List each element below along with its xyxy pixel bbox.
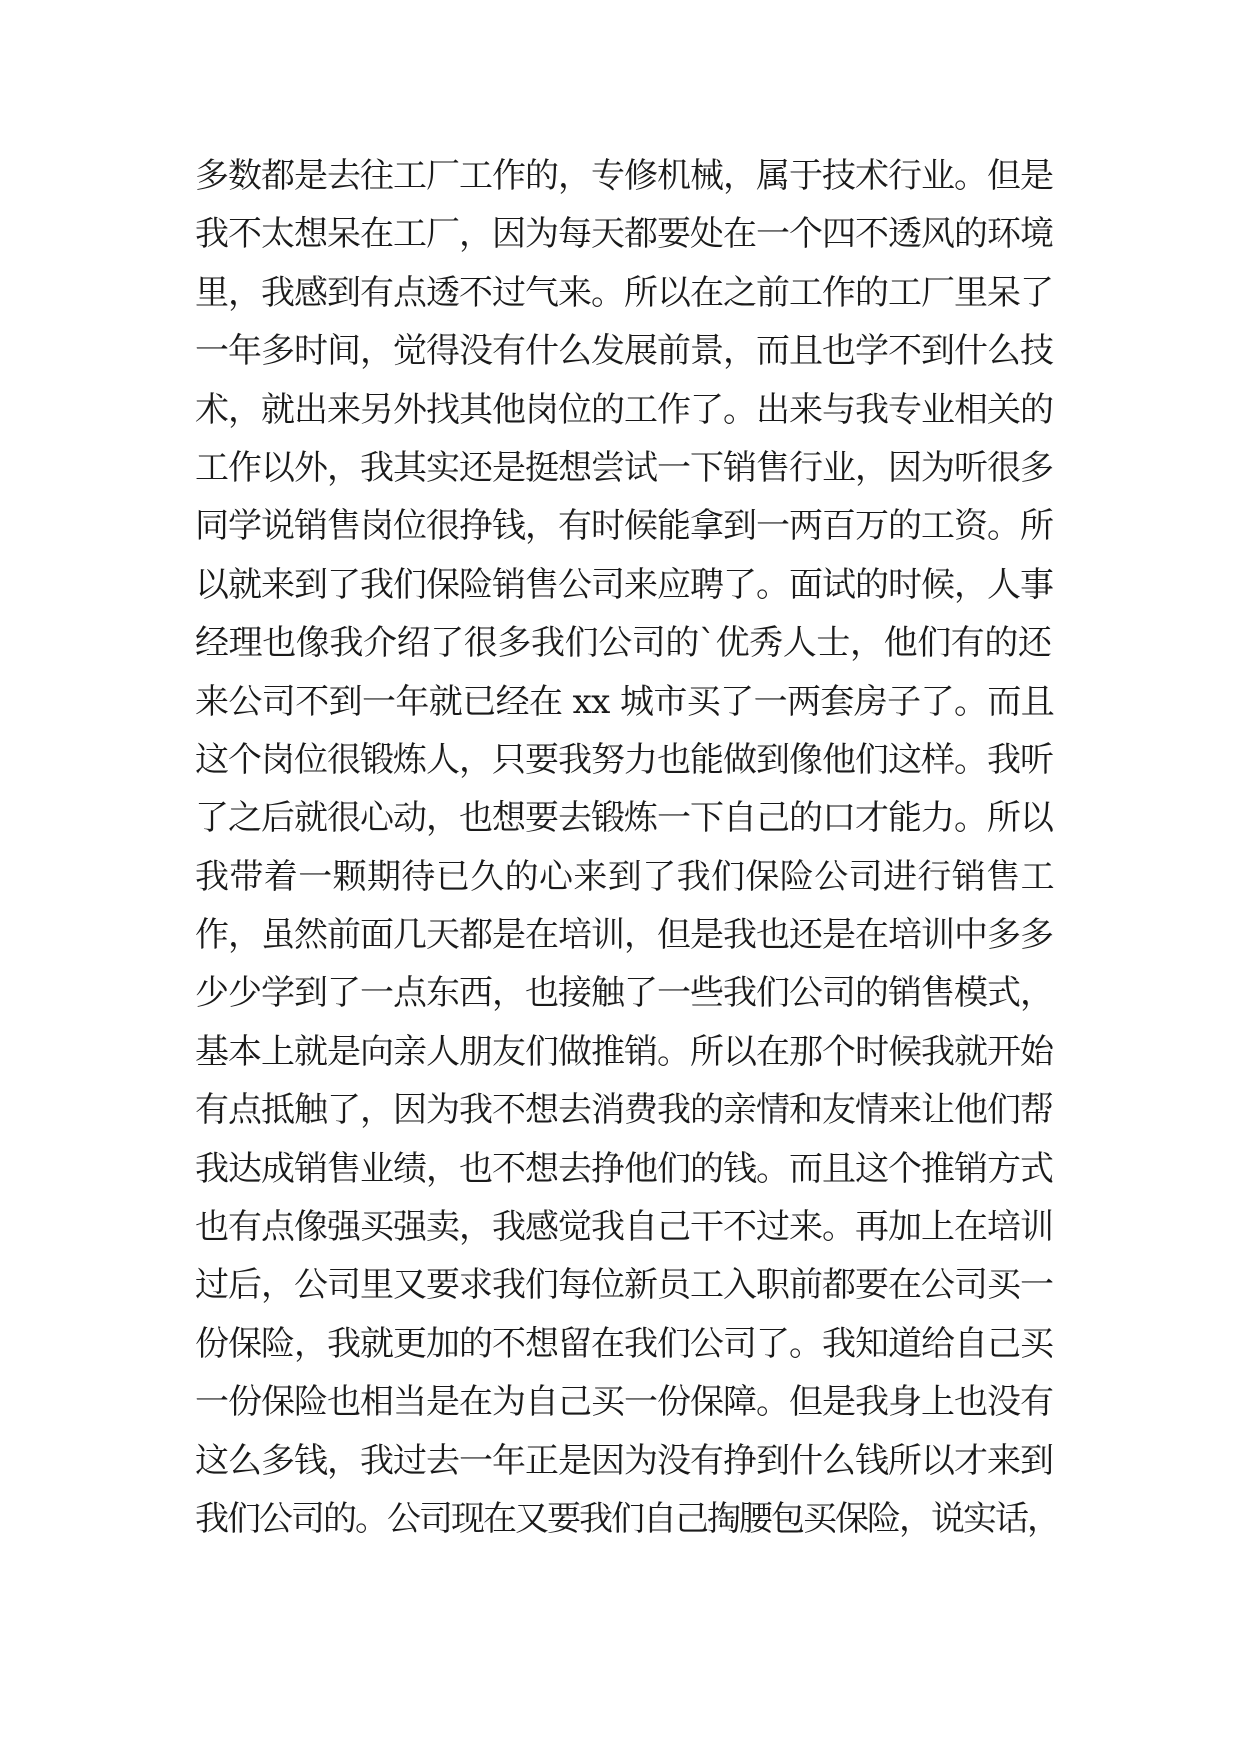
- text-line: 以就来到了我们保险销售公司来应聘了。面试的时候，人事: [195, 564, 1053, 605]
- text-line: 作，虽然前面几天都是在培训，但是我也还是在培训中多多: [195, 915, 1053, 956]
- text-line: 这么多钱，我过去一年正是因为没有挣到什么钱所以才来到: [195, 1440, 1053, 1481]
- text-line: 来公司不到一年就已经在 xx 城市买了一两套房子了。而且: [195, 681, 1055, 722]
- text-line: 一份保险也相当是在为自己买一份保障。但是我身上也没有: [195, 1382, 1053, 1423]
- text-line: 里，我感到有点透不过气来。所以在之前工作的工厂里呆了: [195, 272, 1053, 313]
- text-line: 同学说销售岗位很挣钱，有时候能拿到一两百万的工资。所: [195, 506, 1053, 547]
- body-paragraph: [195, 147, 1059, 1548]
- text-line: 经理也像我介绍了很多我们公司的`优秀人士，他们有的还: [195, 623, 1052, 664]
- text-line: 了之后就很心动，也想要去锻炼一下自己的口才能力。所以: [195, 798, 1053, 839]
- text-line: 这个岗位很锻炼人，只要我努力也能做到像他们这样。我听: [195, 739, 1053, 780]
- text-line: 有点抵触了，因为我不想去消费我的亲情和友情来让他们帮: [195, 1090, 1053, 1131]
- text-line: 我不太想呆在工厂，因为每天都要处在一个四不透风的环境: [195, 214, 1053, 255]
- text-line: 我们公司的。公司现在又要我们自己掏腰包买保险，说实话，: [195, 1498, 1059, 1539]
- text-line: 术，就出来另外找其他岗位的工作了。出来与我专业相关的: [195, 389, 1053, 430]
- text-line: 基本上就是向亲人朋友们做推销。所以在那个时候我就开始: [195, 1031, 1053, 1072]
- text-line: 我达成销售业绩，也不想去挣他们的钱。而且这个推销方式: [195, 1148, 1053, 1189]
- text-line: 少少学到了一点东西，也接触了一些我们公司的销售模式，: [195, 973, 1053, 1014]
- text-line: 一年多时间，觉得没有什么发展前景，而且也学不到什么技: [195, 331, 1053, 372]
- text-line: 我带着一颗期待已久的心来到了我们保险公司进行销售工: [195, 856, 1055, 897]
- text-line: 工作以外，我其实还是挺想尝试一下销售行业，因为听很多: [195, 447, 1053, 488]
- text-line: 份保险，我就更加的不想留在我们公司了。我知道给自己买: [195, 1323, 1053, 1364]
- text-line: 多数都是去往工厂工作的，专修机械，属于技术行业。但是: [195, 156, 1053, 196]
- text-line: 也有点像强买强卖，我感觉我自己干不过来。再加上在培训: [195, 1207, 1053, 1248]
- text-line: 过后，公司里又要求我们每位新员工入职前都要在公司买一: [195, 1265, 1053, 1306]
